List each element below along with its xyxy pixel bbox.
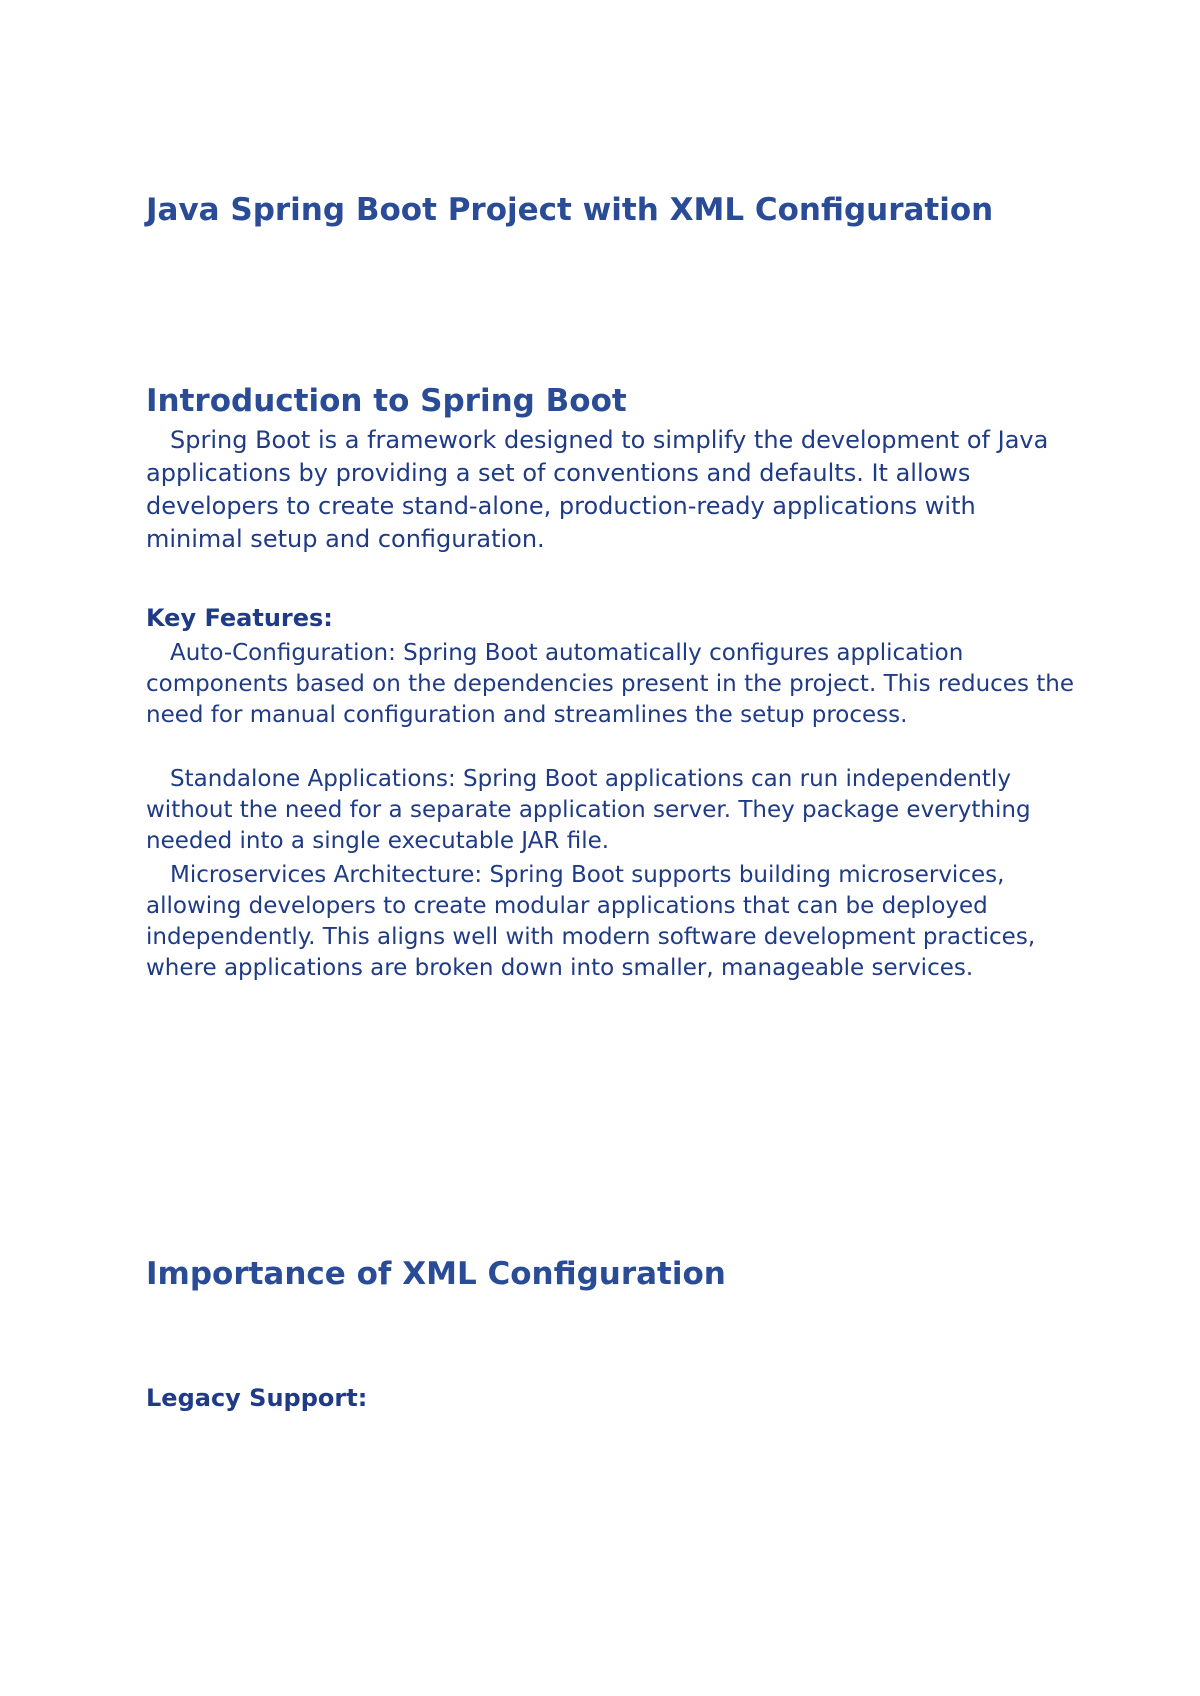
introduction-paragraph-text: Spring Boot is a framework designed to simplify the development of Java applications by providing a set of conventions and defaults. It allows developers to create stand-alone, production-ready applications with minimal setup and configuration.: [146, 426, 1049, 553]
feature-standalone-applications-text: Standalone Applications: Spring Boot applications can run independently without the need for a separate application server. They package everything needed into a single executable JAR file.: [146, 766, 1031, 854]
feature-microservices-architecture-text: Microservices Architecture: Spring Boot supports building microservices, allowing developers to create modular applications that can be deployed independently. This aligns well with modern software development practices, where applications are broken down into smaller, manageable services.: [146, 862, 1036, 981]
key-features-heading: Key Features:: [146, 604, 333, 632]
feature-auto-configuration-text: Auto-Configuration: Spring Boot automatically configures application components based on the dependencies present in the project. This reduces the need for manual configuration and streamlines the setup process.: [146, 640, 1074, 728]
introduction-paragraph: [146, 424, 1076, 556]
document-title: Java Spring Boot Project with XML Configuration: [146, 191, 994, 228]
feature-standalone-applications: [146, 764, 1076, 857]
legacy-support-heading: Legacy Support:: [146, 1384, 368, 1412]
introduction-heading: Introduction to Spring Boot: [146, 382, 627, 419]
feature-microservices-architecture: [146, 860, 1076, 984]
feature-auto-configuration: [146, 638, 1076, 731]
xml-configuration-heading: Importance of XML Configuration: [146, 1255, 726, 1292]
